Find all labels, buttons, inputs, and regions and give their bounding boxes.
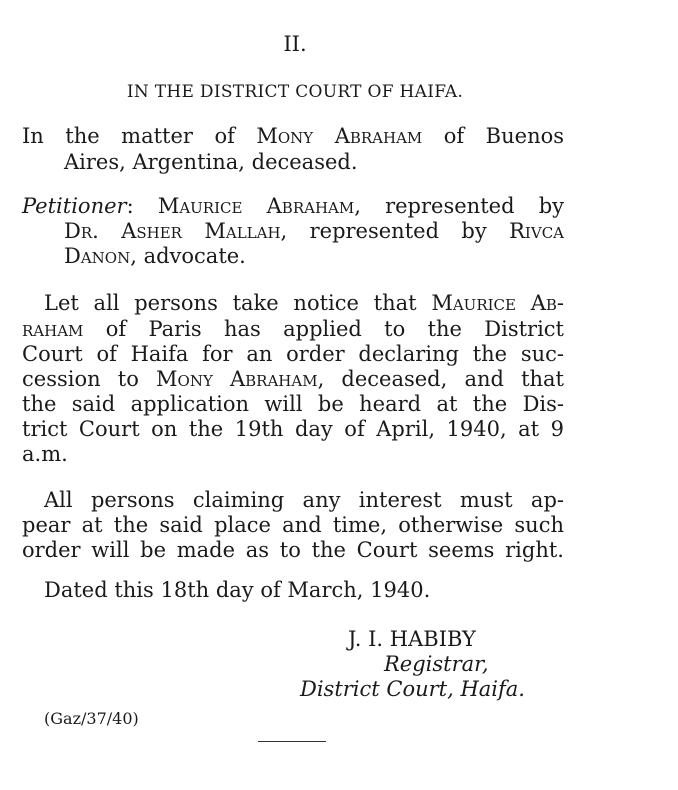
body-line-6: trict Court on the 19th day of April, 1940, at 9 bbox=[22, 417, 564, 441]
body-line-1: Let all persons take notice that Maurice Ab- bbox=[44, 291, 564, 315]
body-line-4: cession to Mony Abraham, deceased, and that bbox=[22, 367, 564, 391]
deceased-name: Mony Abraham bbox=[256, 124, 423, 148]
claim-line-1: All persons claiming any interest must ap- bbox=[44, 488, 564, 512]
signatory-name: J. I. HABIBY bbox=[348, 627, 476, 651]
matter-line-2: Aires, Argentina, deceased. bbox=[64, 150, 358, 174]
petitioner-label: Petitioner bbox=[22, 194, 127, 218]
body-line-3: Court of Haifa for an order declaring the suc- bbox=[22, 342, 564, 366]
petitioner-line-1: Petitioner: Maurice Abraham, represented by bbox=[22, 194, 564, 218]
petitioner-name: Maurice Abraham bbox=[157, 194, 355, 218]
representative-name: Dr. Asher Mallah bbox=[64, 219, 281, 243]
petitioner-line-2: Dr. Asher Mallah, represented by Rivca bbox=[64, 219, 565, 243]
petitioner-line-3: Danon, advocate. bbox=[64, 244, 246, 268]
gazette-reference: (Gaz/37/40) bbox=[44, 709, 139, 728]
body-line-2: raham of Paris has applied to the District bbox=[22, 317, 564, 341]
signatory-office: District Court, Haifa. bbox=[300, 677, 525, 701]
advocate-surname: Danon bbox=[64, 244, 131, 268]
signatory-title: Registrar, bbox=[384, 652, 489, 676]
claim-line-3: order will be made as to the Court seems right. bbox=[22, 538, 564, 562]
dated-line: Dated this 18th day of March, 1940. bbox=[44, 578, 431, 602]
closing-rule bbox=[258, 741, 326, 742]
advocate-first-name: Rivca bbox=[509, 219, 565, 243]
court-heading: IN THE DISTRICT COURT OF HAIFA. bbox=[126, 82, 464, 102]
notice-number: II. bbox=[283, 32, 307, 56]
claim-line-2: pear at the said place and time, otherwise such bbox=[22, 513, 564, 537]
body-line-5: the said application will be heard at the Dis- bbox=[22, 392, 564, 416]
matter-line-1: In the matter of Mony Abraham of Buenos bbox=[22, 124, 565, 148]
body-line-7: a.m. bbox=[22, 442, 68, 466]
